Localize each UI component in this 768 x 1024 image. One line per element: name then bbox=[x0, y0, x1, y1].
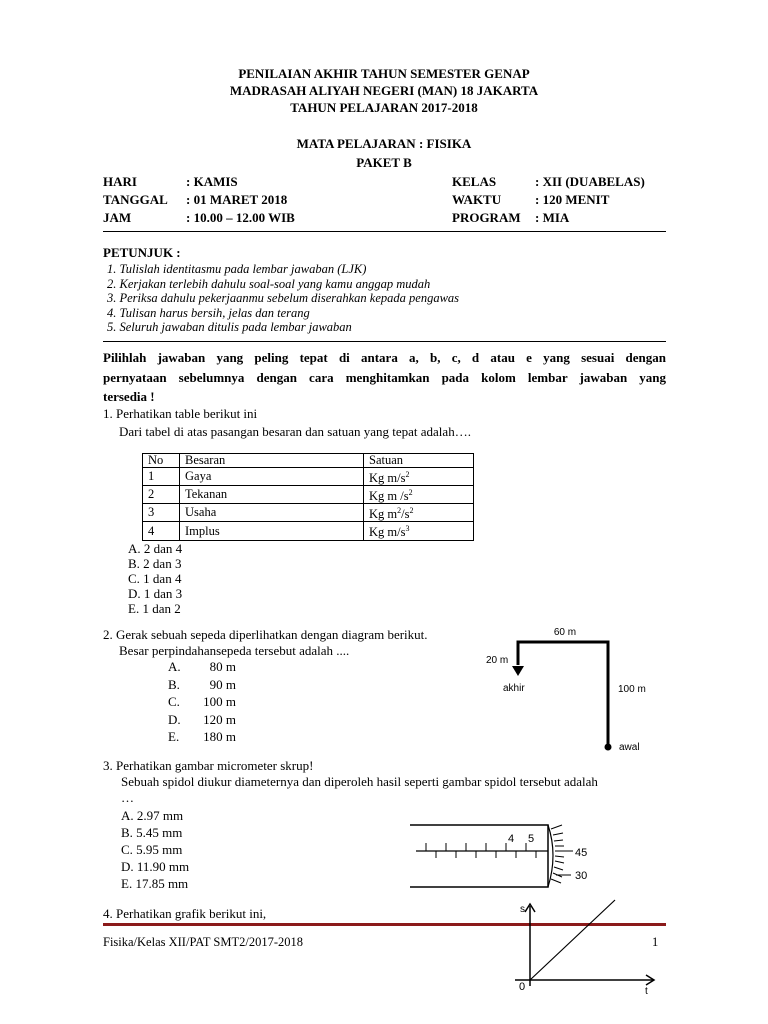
q1-option[interactable]: C. 1 dan 4 bbox=[128, 571, 182, 586]
x-axis-label: t bbox=[645, 986, 648, 997]
option-value: 100 m bbox=[203, 694, 236, 709]
q3-stem-2: Sebuah spidol diukur diameternya dan diperoleh hasil seperti gambar spidol tersebut adalah bbox=[121, 774, 598, 789]
q2-option[interactable] bbox=[168, 676, 236, 694]
q1-stem-2: Dari tabel di atas pasangan besaran dan satuan yang tepat adalah…. bbox=[119, 424, 471, 439]
kelas-label: KELAS bbox=[452, 174, 497, 189]
q1-option[interactable]: B. 2 dan 3 bbox=[128, 556, 182, 571]
program-label: PROGRAM bbox=[452, 210, 521, 225]
table-cell bbox=[364, 468, 474, 486]
q1-option[interactable]: A. 2 dan 4 bbox=[128, 541, 183, 556]
q2-option[interactable] bbox=[168, 658, 236, 676]
label-awal: awal bbox=[619, 742, 640, 753]
header-line1: PENILAIAN AKHIR TAHUN SEMESTER GENAP bbox=[238, 66, 530, 81]
unit-text: Kg m/s bbox=[369, 471, 406, 486]
q3-option[interactable]: E. 17.85 mm bbox=[121, 876, 189, 891]
table-header-row bbox=[143, 454, 474, 468]
path-line bbox=[518, 642, 608, 747]
unit-exponent: 2 bbox=[397, 506, 402, 516]
unit-exponent: 3 bbox=[405, 524, 410, 534]
q1-options bbox=[128, 541, 182, 616]
graph-line bbox=[530, 900, 615, 980]
table-header: No bbox=[143, 454, 180, 468]
label-100m: 100 m bbox=[618, 684, 646, 695]
end-arrowhead bbox=[512, 666, 524, 676]
option-letter: E. bbox=[168, 729, 180, 744]
label-60m: 60 m bbox=[553, 627, 577, 638]
table-cell: Tekanan bbox=[180, 486, 364, 504]
q3-option[interactable]: A. 2.97 mm bbox=[121, 808, 184, 823]
option-value: 80 m bbox=[209, 659, 236, 674]
table-cell bbox=[364, 486, 474, 504]
table-row bbox=[143, 486, 474, 504]
q2-option[interactable] bbox=[168, 728, 236, 746]
subject-title: MATA PELAJARAN : FISIKA bbox=[296, 136, 472, 151]
table-cell bbox=[364, 522, 474, 540]
tanggal-label: TANGGAL bbox=[103, 192, 168, 207]
unit-text: Kg m /s bbox=[369, 489, 409, 504]
q4-stem: 4. Perhatikan grafik berikut ini, bbox=[103, 906, 267, 921]
kelas-value: : XII (DUABELAS) bbox=[535, 174, 645, 189]
q3-option[interactable]: D. 11.90 mm bbox=[121, 859, 190, 874]
option-value: 120 m bbox=[203, 711, 236, 727]
micrometer-diagram bbox=[408, 815, 598, 895]
q2-stem-2: Besar perpindahansepeda tersebut adalah .... bbox=[119, 643, 350, 658]
table-header: Besaran bbox=[180, 454, 364, 468]
instructions-list bbox=[107, 262, 459, 335]
q2-option[interactable] bbox=[168, 693, 236, 711]
label-20m: 20 m bbox=[486, 655, 509, 666]
label-akhir: akhir bbox=[503, 683, 525, 694]
table-cell: 3 bbox=[143, 504, 180, 522]
table-cell: Implus bbox=[180, 522, 364, 540]
table-row bbox=[143, 468, 474, 486]
unit-exponent: 2 bbox=[405, 470, 410, 479]
table-row bbox=[143, 522, 474, 540]
q2-stem: 2. Gerak sebuah sepeda diperlihatkan dengan diagram berikut. bbox=[103, 627, 428, 642]
unit-exponent: 2 bbox=[409, 506, 414, 516]
q2-options bbox=[168, 658, 236, 746]
option-value: 180 m bbox=[203, 729, 236, 744]
q3-options bbox=[121, 807, 189, 892]
unit-text: Kg m bbox=[369, 507, 398, 522]
q3-stem-3: … bbox=[121, 790, 134, 805]
origin-label: 0 bbox=[519, 981, 526, 993]
header-line3: TAHUN PELAJARAN 2017-2018 bbox=[290, 100, 478, 115]
thimble-label: 30 bbox=[575, 870, 588, 882]
table-cell: Usaha bbox=[180, 504, 364, 522]
package-title: PAKET B bbox=[356, 155, 412, 170]
waktu-value: : 120 MENIT bbox=[535, 192, 610, 207]
q1-table bbox=[142, 453, 474, 541]
q1-option[interactable]: E. 1 dan 2 bbox=[128, 601, 181, 616]
hari-value: : KAMIS bbox=[186, 174, 238, 189]
table-cell bbox=[364, 504, 474, 522]
unit-text: Kg m/s bbox=[369, 525, 406, 540]
option-letter: A. bbox=[168, 659, 181, 674]
table-row bbox=[143, 504, 474, 522]
q1-stem: 1. Perhatikan table berikut ini bbox=[103, 406, 258, 421]
waktu-label: WAKTU bbox=[452, 192, 502, 207]
q3-option[interactable]: B. 5.45 mm bbox=[121, 825, 183, 840]
s-t-graph bbox=[505, 898, 665, 998]
instruction-item: 5. Seluruh jawaban ditulis pada lembar jawaban bbox=[107, 320, 352, 334]
hari-label: HARI bbox=[103, 174, 137, 189]
table-cell: Gaya bbox=[180, 468, 364, 486]
q3-option[interactable]: C. 5.95 mm bbox=[121, 842, 183, 857]
thimble-label: 45 bbox=[575, 847, 588, 859]
unit-exponent: 2 bbox=[408, 488, 413, 498]
instruction-item: 1. Tulislah identitasmu pada lembar jawaban (LJK) bbox=[107, 262, 367, 276]
y-axis-label: s bbox=[520, 904, 525, 915]
unit-text: /s bbox=[401, 507, 410, 522]
option-letter: B. bbox=[168, 676, 180, 692]
instruction-item: 3. Periksa dahulu pekerjaanmu sebelum diserahkan kepada pengawas bbox=[107, 291, 460, 305]
q2-option[interactable] bbox=[168, 711, 236, 729]
instructions-divider bbox=[103, 341, 666, 342]
directions-line3: tersedia ! bbox=[103, 389, 155, 404]
jam-label: JAM bbox=[103, 210, 132, 225]
instruction-item: 2. Kerjakan terlebih dahulu soal-soal yang kamu anggap mudah bbox=[107, 276, 431, 291]
displacement-diagram bbox=[470, 620, 670, 760]
instructions-title: PETUNJUK : bbox=[103, 245, 181, 260]
main-scale-label: 4 bbox=[507, 833, 515, 845]
table-header: Satuan bbox=[364, 454, 474, 468]
jam-value: : 10.00 – 12.00 WIB bbox=[186, 210, 295, 225]
footer-text: Fisika/Kelas XII/PAT SMT2/2017-2018 bbox=[103, 935, 304, 949]
header-line2: MADRASAH ALIYAH NEGERI (MAN) 18 JAKARTA bbox=[229, 83, 539, 98]
main-scale-label: 5 bbox=[527, 833, 535, 845]
thimble-ticks bbox=[551, 825, 573, 883]
tanggal-value: : 01 MARET 2018 bbox=[186, 192, 288, 207]
option-value: 90 m bbox=[209, 676, 236, 692]
info-divider bbox=[103, 231, 666, 232]
instruction-item: 4. Tulisan harus bersih, jelas dan terang bbox=[107, 305, 310, 320]
table-cell: 2 bbox=[143, 486, 180, 504]
option-letter: D. bbox=[168, 711, 181, 727]
table-cell: 4 bbox=[143, 522, 180, 540]
q3-stem: 3. Perhatikan gambar micrometer skrup! bbox=[103, 758, 314, 773]
directions-line1: Pilihlah jawaban yang peling tepat di antara a, b, c, d atau e yang sesuai dengan bbox=[103, 350, 666, 365]
program-value: : MIA bbox=[535, 210, 570, 225]
directions-line2: pernyataan sebelumnya dengan cara menghitamkan pada kolom lembar jawaban yang bbox=[103, 370, 666, 385]
start-point bbox=[605, 744, 612, 751]
page-number: 1 bbox=[652, 935, 659, 949]
option-letter: C. bbox=[168, 694, 180, 709]
table-cell: 1 bbox=[143, 468, 180, 486]
q1-option[interactable]: D. 1 dan 3 bbox=[128, 586, 183, 601]
